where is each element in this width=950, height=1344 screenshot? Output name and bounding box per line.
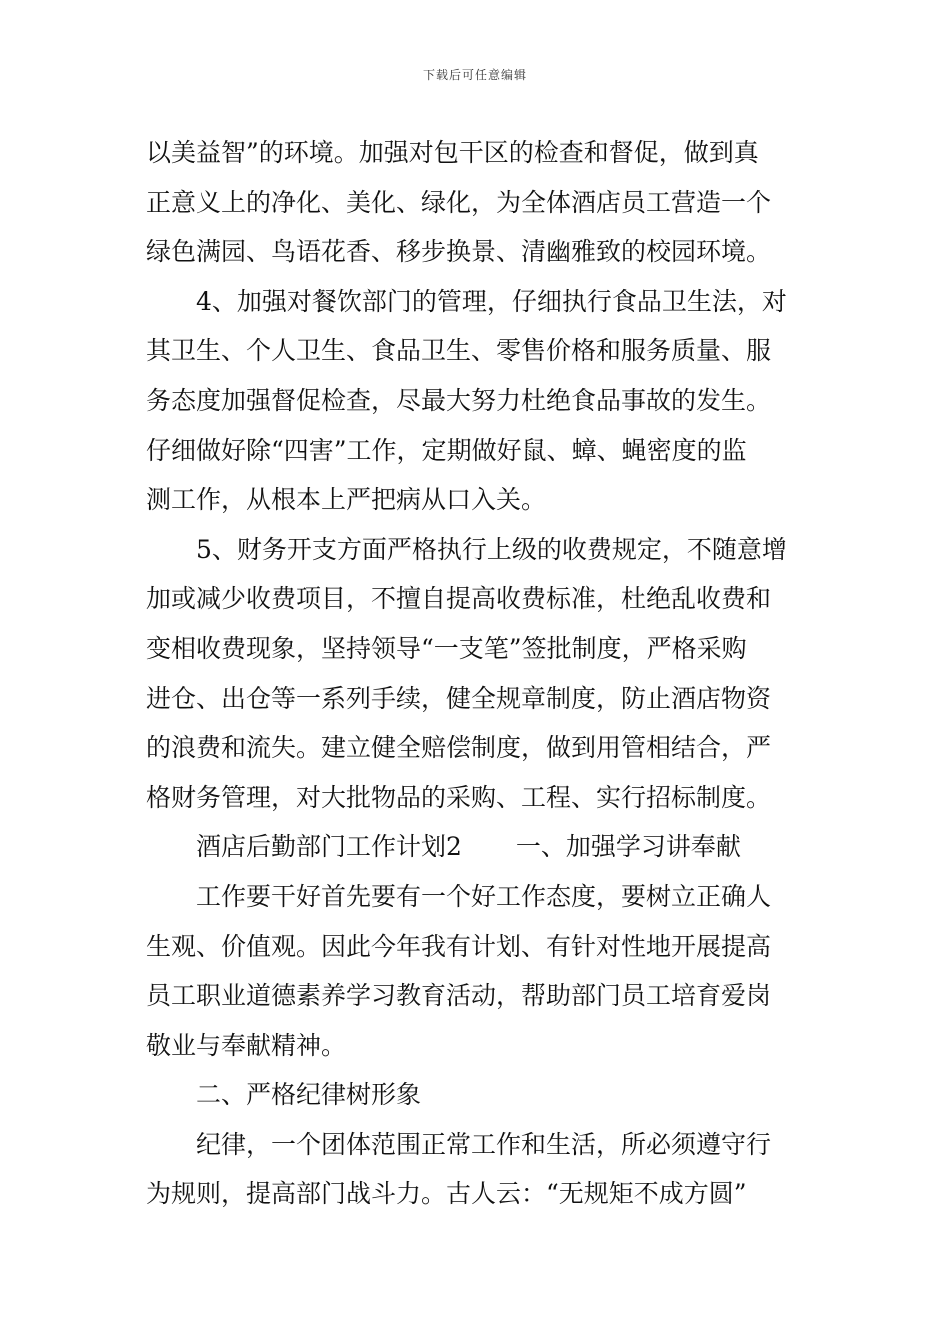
text-line: 绿色满园、鸟语花香、移步换景、清幽雅致的校园环境。 bbox=[146, 237, 772, 267]
text-line: 务态度加强督促检查，尽最大努力杜绝食品事故的发生。 bbox=[146, 385, 772, 415]
text-line: 纪律，一个团体范围正常工作和生活，所必须遵守行 bbox=[196, 1129, 772, 1159]
page-header: 下载后可任意编辑 bbox=[422, 68, 527, 82]
text-line: 生观、价值观。因此今年我有计划、有针对性地开展提高 bbox=[146, 931, 772, 961]
text-line: 员工职业道德素养学习教育活动，帮助部门员工培育爱岗 bbox=[146, 981, 772, 1011]
text-line: 格财务管理，对大批物品的采购、工程、实行招标制度。 bbox=[146, 782, 772, 812]
text-line: 4、加强对餐饮部门的管理，仔细执行食品卫生法，对 bbox=[196, 286, 787, 316]
document-body bbox=[146, 128, 808, 1219]
text-line: 变相收费现象，坚持领导“一支笔”签批制度，严格采购 bbox=[146, 633, 747, 663]
text-line: 其卫生、个人卫生、食品卫生、零售价格和服务质量、服 bbox=[146, 336, 772, 366]
section-heading: 二、严格纪律树形象 bbox=[196, 1080, 422, 1110]
text-line: 敬业与奉献精神。 bbox=[146, 1030, 347, 1060]
text-line: 的浪费和流失。建立健全赔偿制度，做到用管相结合，严 bbox=[146, 733, 772, 763]
text-line: 5、财务开支方面严格执行上级的收费规定，不随意增 bbox=[196, 534, 787, 564]
text-line: 工作要干好首先要有一个好工作态度，要树立正确人 bbox=[196, 881, 772, 911]
plan-title: 酒店后勤部门工作计划2 bbox=[196, 832, 462, 862]
text-line: 正意义上的净化、美化、绿化，为全体酒店员工营造一个 bbox=[146, 187, 772, 217]
section-heading-line bbox=[146, 822, 808, 872]
section-heading: 一、加强学习讲奉献 bbox=[515, 832, 741, 862]
text-line: 加或减少收费项目，不擅自提高收费标准，杜绝乱收费和 bbox=[146, 584, 772, 614]
text-line: 为规则，提高部门战斗力。古人云：“无规矩不成方圆” bbox=[146, 1179, 747, 1209]
text-line: 仔细做好除“四害”工作，定期做好鼠、蟑、蝇密度的监 bbox=[146, 435, 747, 465]
text-line: 进仓、出仓等一系列手续，健全规章制度，防止酒店物资 bbox=[146, 683, 772, 713]
text-line: 以美益智”的环境。加强对包干区的检查和督促，做到真 bbox=[146, 138, 759, 167]
text-line: 测工作，从根本上严把病从口入关。 bbox=[146, 485, 547, 515]
